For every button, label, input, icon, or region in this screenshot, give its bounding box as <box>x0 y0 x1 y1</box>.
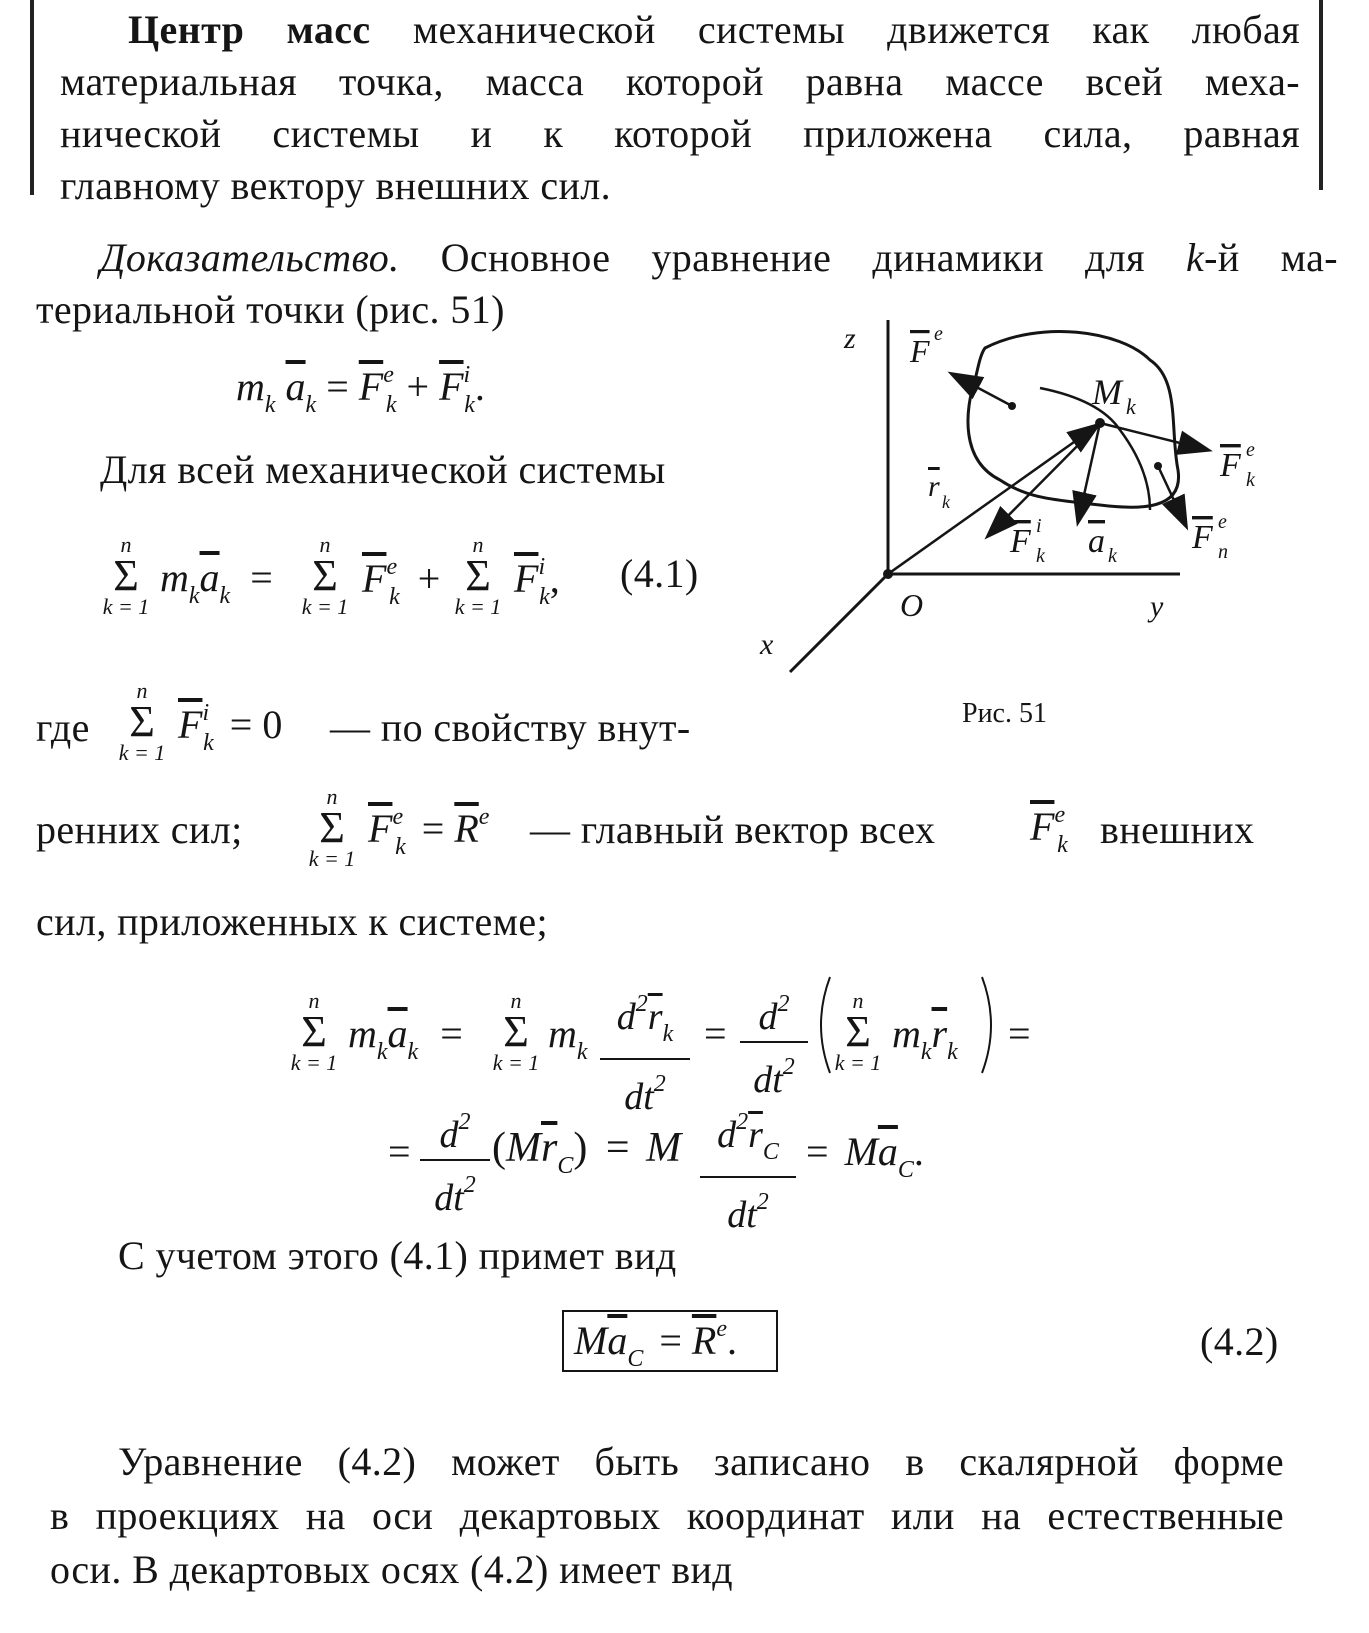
where-sum: n Σ k = 1 <box>118 678 166 765</box>
eq-basic-k4: k <box>464 392 475 418</box>
label-fne-sub: n <box>1218 541 1228 563</box>
final-line-2: в проекциях на оси декартовых координат или на естественные <box>50 1493 1284 1538</box>
final-line-1: Уравнение (4.2) может быть записано в скалярной форме <box>118 1439 1284 1484</box>
force-fe-upper <box>952 374 1012 406</box>
label-fke-sup: e <box>1246 439 1255 461</box>
eq-basic-i: i <box>463 362 471 388</box>
label-mk: M <box>1092 372 1122 412</box>
deriv-frac-1: $d^2\overline{r}_k$ $dt^2$ <box>600 982 690 1119</box>
deriv2-paren-term: $(M\overline{r}_C) = M$ <box>492 1125 682 1179</box>
internal-F: $\overline{F}^e_k$ <box>1030 802 1068 858</box>
deriv-eq-2: = <box>704 1011 727 1056</box>
theorem-right-rule <box>1319 0 1323 190</box>
eq-basic-F2: $\overline{F}$ <box>439 364 464 409</box>
axis-x-line <box>790 574 888 672</box>
label-origin: O <box>900 587 924 623</box>
eq41-term-3: $\overline{F}^i_k$, <box>514 554 560 610</box>
theorem-line-3: нической системы и к которой приложена сила, равная <box>60 111 1300 156</box>
label-z: z <box>844 322 856 355</box>
eq-basic-k2: k <box>305 392 317 418</box>
label-fe-upper: F <box>910 333 930 369</box>
deriv-sum-2: n Σ k = 1 <box>492 988 540 1075</box>
label-fki: F <box>1010 523 1031 560</box>
force-fne <box>1158 466 1186 526</box>
force-fki <box>988 423 1100 536</box>
deriv2-frac-1: $d^2$ $dt^2$ <box>420 1100 490 1220</box>
proof-line-2: териальной точки (рис. 51) <box>36 287 505 332</box>
label-mk-sub: k <box>1126 394 1136 419</box>
radius-vector <box>888 425 1098 574</box>
internal-text: — главный вектор всех <box>530 807 936 852</box>
label-fki-sup: i <box>1036 515 1042 537</box>
eq-basic-plus: + <box>406 364 430 409</box>
equation-4-2-box <box>562 1310 778 1372</box>
eq-basic-period: . <box>474 364 485 409</box>
deriv-eq-4: = <box>1008 1011 1031 1056</box>
where-text: — по свойству внут- <box>330 705 691 750</box>
where-word: где <box>36 705 90 750</box>
label-fke: F <box>1220 447 1241 484</box>
label-r-sub: k <box>942 492 950 512</box>
eq41-term-1: $m_k\overline{a}_k$ = <box>160 555 273 609</box>
eq41-sum-2: n Σ k = 1 <box>301 532 349 619</box>
deriv-sum-1: n Σ k = 1 <box>290 988 338 1075</box>
label-r: r <box>928 470 940 503</box>
whole-system-text: Для всей механической системы <box>100 447 666 492</box>
equation-4-2: $M\overline{a}_C = \overline{R}^e$. <box>574 1316 737 1372</box>
equation-basic <box>236 362 485 419</box>
theorem-term: Центр масс <box>128 7 371 52</box>
deriv-term-3: $m_k\overline{r}_k$ <box>892 1011 958 1065</box>
eq42-number: (4.2) <box>1200 1319 1279 1364</box>
final-line-3: оси. В декартовых осях (4.2) имеет вид <box>50 1547 734 1592</box>
figure-51 <box>740 300 1280 750</box>
eq41-number: (4.1) <box>620 551 699 596</box>
deriv2-end: = $M\overline{a}_C$. <box>806 1129 924 1183</box>
eq-basic-a: $\overline{a}$ <box>285 364 306 409</box>
deriv-paren-right <box>978 975 1002 1075</box>
eq41-sum-1: n Σ k = 1 <box>102 532 150 619</box>
label-fe-upper-sup: e <box>934 323 943 345</box>
eq-basic-k1: k <box>264 392 276 418</box>
deriv-sum-3: n Σ k = 1 <box>834 988 882 1075</box>
proof-k: k <box>1185 235 1205 280</box>
theorem-line-4: главному вектору внешних сил. <box>60 163 612 208</box>
deriv2-eq-1: = <box>388 1129 411 1174</box>
theorem-line-2: материальная точка, масса которой равна массе всей меха- <box>60 59 1300 104</box>
deriv-frac-2: $d^2$ $dt^2$ <box>740 982 808 1102</box>
label-fne-sup: e <box>1218 511 1227 533</box>
label-fke-sub: k <box>1246 469 1255 491</box>
force-fke <box>1100 423 1208 450</box>
where-term: $\overline{F}^i_k = 0$ <box>178 700 283 756</box>
eq-basic-m: m <box>236 364 265 409</box>
label-ak: a <box>1088 523 1105 560</box>
internal-term: $\overline{F}^e_k = \overline{R}^e$ <box>368 804 490 860</box>
deriv2-frac-2: $d^2\overline{r}_C$ $dt^2$ <box>700 1100 796 1237</box>
theorem-line-1-text: механической системы движется как любая <box>412 7 1300 52</box>
proof-line-1-text: Основное уравнение динамики для <box>440 235 1145 280</box>
eq-basic-equals: = <box>326 364 349 409</box>
forces-line: сил, приложенных к системе; <box>36 899 549 944</box>
label-y: y <box>1150 590 1164 623</box>
deriv-term-2: $m_k$ <box>548 1011 588 1065</box>
figure-caption: Рис. 51 <box>962 698 1047 729</box>
proof-line-1 <box>100 232 1338 284</box>
internal-start: ренних сил; <box>36 807 243 852</box>
label-fne: F <box>1192 519 1213 556</box>
eq-basic-e: e <box>383 362 394 388</box>
eq-basic-F1: $\overline{F}$ <box>358 364 384 409</box>
eq41-sum-3: n Σ k = 1 <box>454 532 502 619</box>
label-ak-sub: k <box>1108 545 1117 567</box>
label-x: x <box>760 628 774 661</box>
proof-line-1-end: -й ма- <box>1204 235 1338 280</box>
theorem-left-rule <box>30 0 34 195</box>
theorem-line-1 <box>128 4 1300 56</box>
deriv-term-1: $m_k\overline{a}_k$ = <box>348 1011 463 1065</box>
eq-basic-k3: k <box>385 392 397 418</box>
label-fki-sub: k <box>1036 545 1045 567</box>
internal-end: внешних <box>1100 807 1255 852</box>
taking-into-account: С учетом этого (4.1) примет вид <box>118 1233 677 1278</box>
eq41-term-2: $\overline{F}^e_k$ + <box>362 554 441 610</box>
internal-sum: n Σ k = 1 <box>308 784 356 871</box>
proof-label: Доказательство. <box>100 235 400 280</box>
